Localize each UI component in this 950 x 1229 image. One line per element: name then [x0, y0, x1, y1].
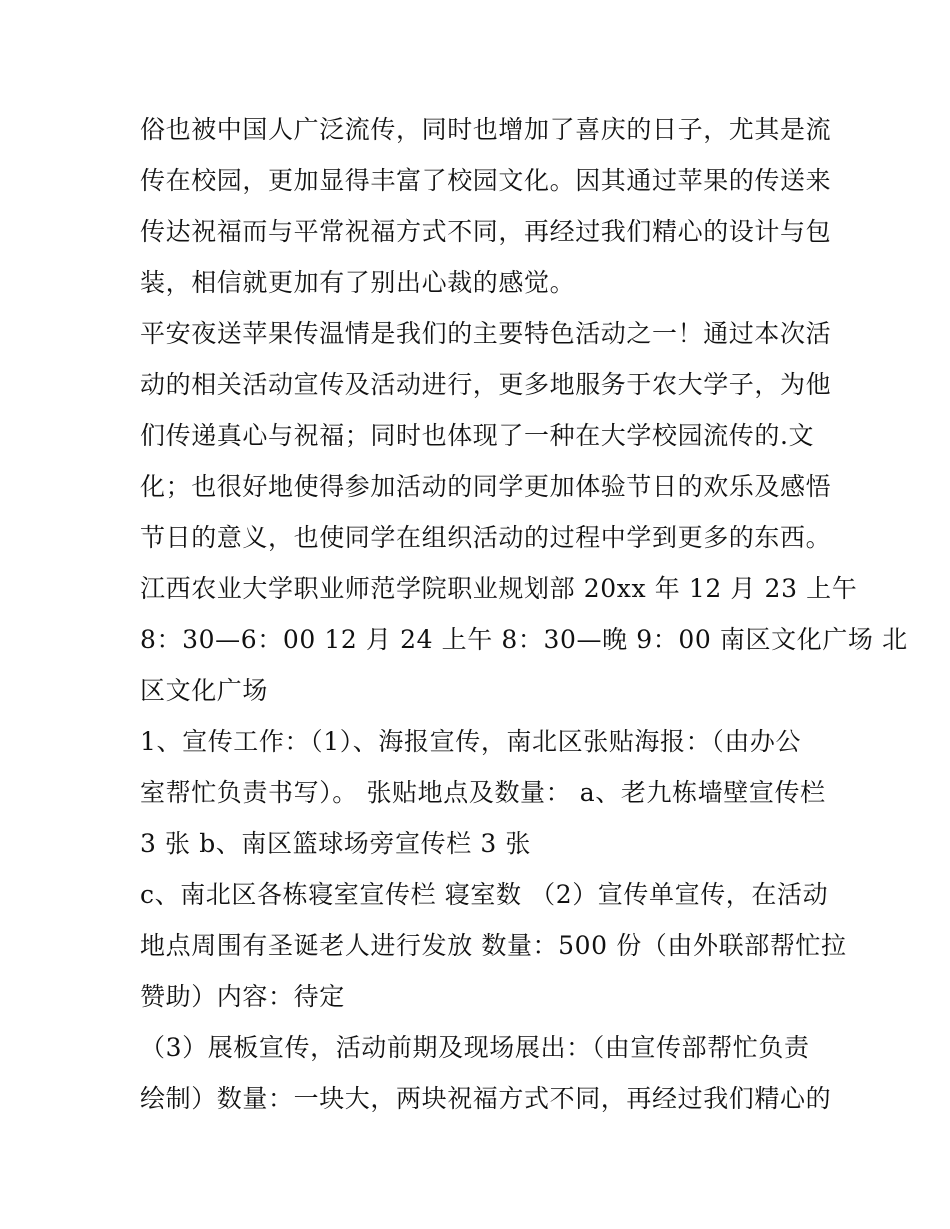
- body-text: [140, 104, 908, 1124]
- text-line-19: （3）展板宣传，活动前期及现场展出：（由宣传部帮忙负责: [140, 1033, 810, 1062]
- text-line-17: 地点周围有圣诞老人进行发放 数量：500 份（由外联部帮忙拉: [140, 931, 847, 960]
- text-line-11: 8：30—6：00 12 月 24 上午 8：30—晚 9：00 南区文化广场 北: [140, 625, 908, 654]
- text-line-4: 装，相信就更加有了别出心裁的感觉。: [140, 268, 576, 297]
- text-line-3: 传达祝福而与平常祝福方式不同，再经过我们精心的设计与包: [140, 217, 832, 246]
- text-line-9: 节日的意义，也使同学在组织活动的过程中学到更多的东西。: [140, 523, 832, 552]
- text-line-20: 绘制）数量：一块大，两块祝福方式不同，再经过我们精心的: [140, 1084, 832, 1113]
- text-line-7: 们传递真心与祝福；同时也体现了一种在大学校园流传的.文: [140, 421, 815, 450]
- text-line-8: 化；也很好地使得参加活动的同学更加体验节日的欢乐及感悟: [140, 472, 832, 501]
- text-line-18: 赞助）内容：待定: [140, 982, 345, 1011]
- text-line-5: 平安夜送苹果传温情是我们的主要特色活动之一！通过本次活: [140, 319, 832, 348]
- text-line-14: 室帮忙负责书写）。 张贴地点及数量： a、老九栋墙壁宣传栏: [140, 778, 826, 807]
- text-line-16: c、南北区各栋寝室宣传栏 寝室数 （2）宣传单宣传，在活动: [140, 880, 829, 909]
- text-line-2: 传在校园，更加显得丰富了校园文化。因其通过苹果的传送来: [140, 166, 832, 195]
- text-line-13: 1、宣传工作：（1）、海报宣传，南北区张贴海报：（由办公: [140, 727, 802, 756]
- text-line-10: 江西农业大学职业师范学院职业规划部 20xx 年 12 月 23 上午: [140, 574, 858, 603]
- text-line-12: 区文化广场: [140, 676, 269, 705]
- text-line-1: 俗也被中国人广泛流传，同时也增加了喜庆的日子，尤其是流: [140, 115, 832, 144]
- text-line-6: 动的相关活动宣传及活动进行，更多地服务于农大学子，为他: [140, 370, 832, 399]
- text-line-15: 3 张 b、南区篮球场旁宣传栏 3 张: [140, 829, 532, 858]
